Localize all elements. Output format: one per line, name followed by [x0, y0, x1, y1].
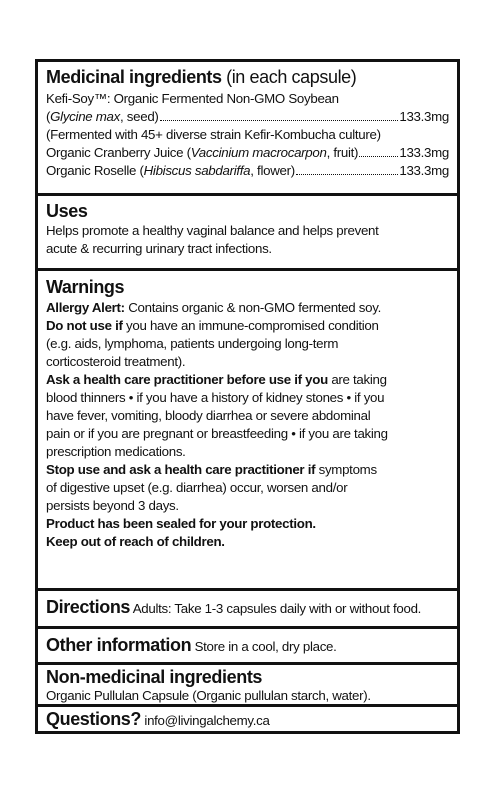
- stop-use-line-1: Stop use and ask a health care practitioner if symptoms: [46, 462, 377, 477]
- medicinal-heading-suffix: (in each capsule): [226, 67, 357, 87]
- dot-leader: [296, 162, 398, 175]
- medicinal-ingredients-section: [38, 62, 457, 196]
- medicinal-heading: Medicinal ingredients: [46, 67, 222, 87]
- non-medicinal-section: [38, 665, 457, 707]
- warnings-heading: Warnings: [46, 277, 125, 297]
- ingredient-cranberry-row: Organic Cranberry Juice ( Vaccinium macrocarpon , fruit) 133.3mg: [46, 145, 449, 160]
- ask-practitioner-line-2: blood thinners • if you have a history of kidney stones • if you: [46, 390, 385, 405]
- cranberry-amount: 133.3mg: [399, 145, 449, 160]
- non-medicinal-text: Organic Pullulan Capsule (Organic pullulan starch, water).: [46, 688, 371, 703]
- stop-use-line-3: persists beyond 3 days.: [46, 498, 179, 513]
- allergy-alert: Allergy Alert: Contains organic & non-GMO fermented soy.: [46, 300, 381, 315]
- ask-practitioner-line-5: prescription medications.: [46, 444, 186, 459]
- other-information-heading: Other information: [46, 635, 192, 655]
- directions-text: Adults: Take 1-3 capsules daily with or without food.: [130, 601, 422, 616]
- kefisoy-amount: 133.3mg: [399, 109, 449, 124]
- other-information-text: Store in a cool, dry place.: [191, 639, 337, 654]
- sealed-notice: Product has been sealed for your protection.: [46, 516, 316, 531]
- uses-line-2: acute & recurring urinary tract infections.: [46, 241, 272, 256]
- kefisoy-latin-name: Glycine max: [50, 109, 120, 124]
- do-not-use-line-2: (e.g. aids, lymphoma, patients undergoing long-term: [46, 336, 339, 351]
- roselle-amount: 133.3mg: [399, 163, 449, 178]
- do-not-use-line-1: Do not use if you have an immune-compromised condition: [46, 318, 379, 333]
- uses-section: [38, 196, 457, 271]
- children-warning: Keep out of reach of children.: [46, 534, 225, 549]
- ask-practitioner-line-1: Ask a health care practitioner before use if you are taking: [46, 372, 387, 387]
- dot-leader: [359, 144, 398, 157]
- questions-email: info@livingalchemy.ca: [141, 713, 270, 728]
- questions-section: [38, 707, 457, 734]
- directions-heading: Directions: [46, 597, 131, 617]
- ask-practitioner-line-3: have fever, vomiting, bloody diarrhea or severe abdominal: [46, 408, 371, 423]
- ingredient-roselle-row: Organic Roselle ( Hibiscus sabdariffa , flower) 133.3mg: [46, 163, 449, 178]
- other-information-section: [38, 629, 457, 665]
- ask-practitioner-line-4: pain or if you are pregnant or breastfeeding • if you are taking: [46, 426, 388, 441]
- ingredient-kefisoy-amount-row: ( Glycine max , seed) 133.3mg: [46, 109, 449, 124]
- questions-heading: Questions?: [46, 709, 142, 729]
- warnings-section: [38, 271, 457, 591]
- do-not-use-line-3: corticosteroid treatment).: [46, 354, 186, 369]
- non-medicinal-heading: Non-medicinal ingredients: [46, 667, 263, 687]
- uses-line-1: Helps promote a healthy vaginal balance and helps prevent: [46, 223, 379, 238]
- ingredient-kefisoy-line: Kefi-Soy™: Organic Fermented Non-GMO Soybean: [46, 91, 339, 106]
- uses-heading: Uses: [46, 201, 88, 221]
- product-label-panel: [35, 59, 460, 734]
- roselle-latin-name: Hibiscus sabdariffa: [143, 163, 251, 178]
- cranberry-latin-name: Vaccinium macrocarpon: [190, 145, 327, 160]
- directions-section: [38, 591, 457, 629]
- stop-use-line-2: of digestive upset (e.g. diarrhea) occur, worsen and/or: [46, 480, 348, 495]
- fermentation-note: (Fermented with 45+ diverse strain Kefir-Kombucha culture): [46, 127, 381, 142]
- dot-leader: [160, 108, 399, 121]
